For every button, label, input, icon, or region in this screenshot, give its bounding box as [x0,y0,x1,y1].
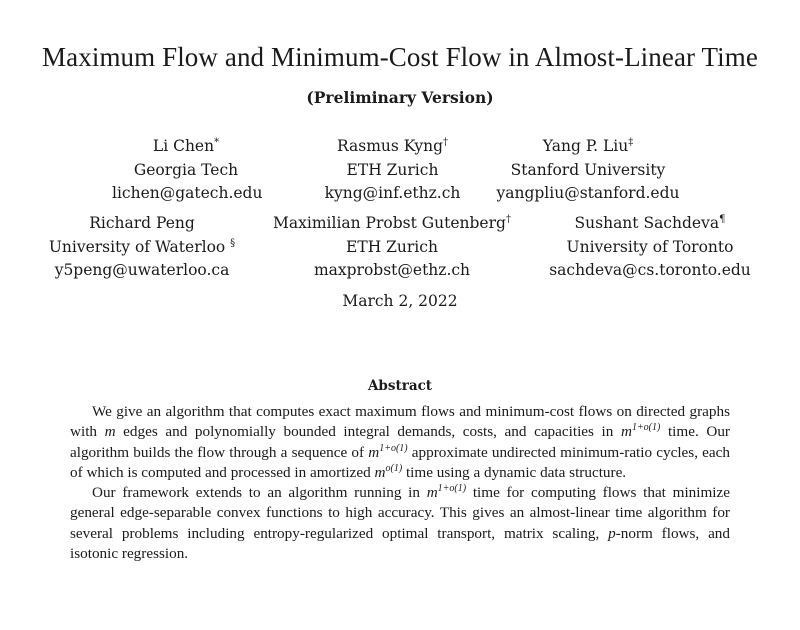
author-block [112,135,263,206]
author-email: kyng@inf.ethz.ch [324,184,461,202]
paper-date: March 2, 2022 [342,292,458,310]
author-name: Yang P. Liu‡ [542,136,634,155]
author-block [266,212,518,283]
author-block [492,135,684,206]
author-block [305,135,480,206]
math-exponent: 1+o(1) [437,483,467,495]
author-email: maxprobst@ethz.ch [313,261,471,279]
author-email: yangpliu@stanford.edu [496,184,680,202]
author-block [38,212,246,283]
author-affiliation: Stanford University [510,160,666,179]
abstract-body [70,402,730,564]
author-affiliation: University of Waterloo § [48,237,236,256]
math-exponent: 1+o(1) [379,442,408,454]
author-affiliation: ETH Zurich [346,160,439,179]
math-var: m [374,463,386,481]
math-var: m [368,443,380,461]
abstract-paragraph: Our framework extends to an algorithm running in $m^{1+o(1)}$ time for computing flows that minimize general edge-separable convex functions to high accuracy. This gives an almost-linear time algorithm for several problems including entropy-regularized optimal transport, matrix scaling, p-norm flows, and isotonic regression. [70,483,730,563]
abstract-heading: Abstract [367,378,433,394]
paper-subtitle: (Preliminary Version) [306,88,494,107]
author-email: y5peng@uwaterloo.ca [54,261,230,279]
math-exponent: o(1) [385,462,403,474]
author-email: sachdeva@cs.toronto.edu [549,261,751,279]
author-affiliation: Georgia Tech [133,160,239,179]
math-exponent: 1+o(1) [631,422,661,434]
paper-title: Maximum Flow and Minimum-Cost Flow in Almost-Linear Time [42,42,758,72]
math-var: p [608,524,616,542]
author-name: Maximilian Probst Gutenberg† [273,213,511,232]
author-name: Richard Peng [89,214,195,232]
author-name: Sushant Sachdeva¶ [574,213,726,232]
author-affiliation: ETH Zurich [346,237,438,256]
author-block [542,212,758,283]
author-name: Rasmus Kyng† [336,136,449,155]
math-var: m [104,423,116,441]
math-var: m [426,484,438,502]
author-affiliation: University of Toronto [566,237,734,256]
math-var: m [620,423,632,441]
author-name: Li Chen* [152,136,220,155]
author-email: lichen@gatech.edu [112,184,263,202]
abstract-paragraph: We give an algorithm that computes exact maximum flows and minimum-cost flows on directed graphs with m edges and polynomially bounded integral demands, costs, and capacities in $m^{1+o(1)}$ time. Our algorithm builds the flow through a sequence of $m^{1+o(1)}$ approximate undirected minimum-ratio cycles, each of which is computed and processed in amortized $m^{o(1)}$ time using a dynamic data structure. [70,403,730,481]
